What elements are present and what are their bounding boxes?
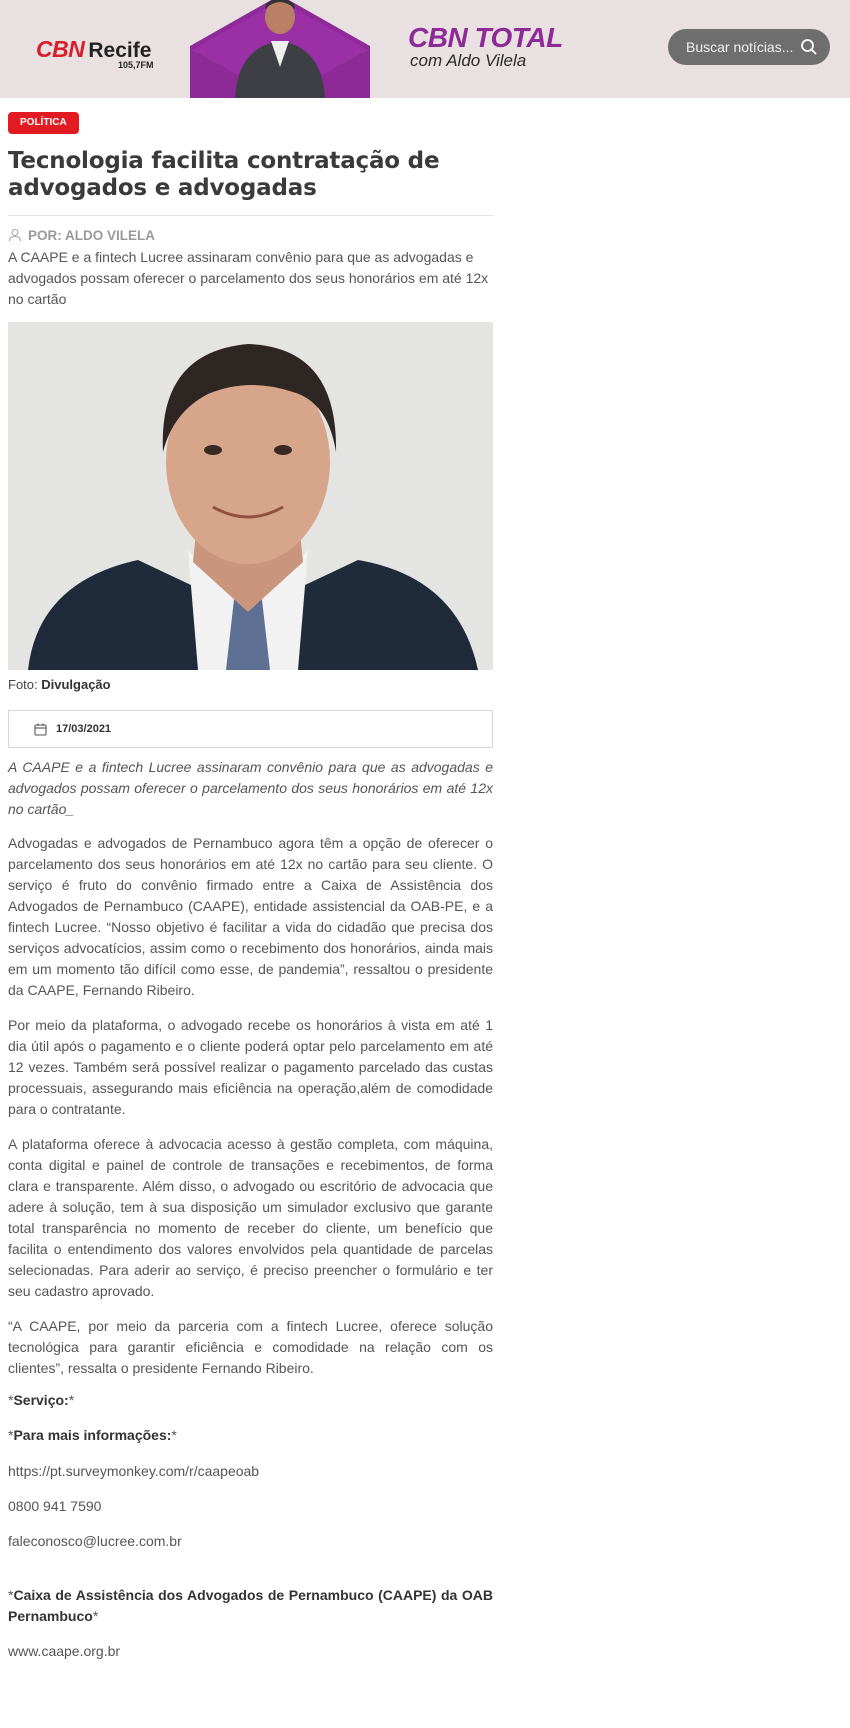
logo-city: Recife [88,39,152,62]
title-divider [8,215,493,216]
article-photo [8,322,493,670]
search-placeholder: Buscar notícias... [686,39,794,55]
paragraph-2: Por meio da plataforma, o advogado recebe os honorários à vista em até 1 dia útil após o pagamento e o cliente poderá optar pelo parcelamento em até 12 vezes. Também será possível realizar o pagamento parcelado das custas processuais, assegurando mais eficiência na operação,além de comodidade para o contratante. [8,1017,493,1117]
show-title-main: CBN TOTAL [408,22,563,53]
author-name: POR: ALDO VILELA [28,228,155,243]
caption-credit: Divulgação [41,677,111,692]
paragraph-4: “A CAAPE, por meio da parceria com a fintech Lucree, oferece solução tecnológica para garantir eficiência e comodidade na relação com os clientes”, ressalta o presidente Fernando Ribeiro. [8,1318,493,1376]
photo-caption [8,677,111,692]
contact-phone: 0800 941 7590 [8,1498,102,1514]
host-portrait-banner [190,0,370,98]
caape-label: *Caixa de Assistência dos Advogados de Pernambuco (CAAPE) da OAB Pernambuco* [8,1587,493,1624]
search-box[interactable] [668,29,830,65]
caption-label: Foto: [8,677,42,692]
article-title: Tecnologia facilita contratação de advogados e advogadas [8,148,440,201]
survey-link[interactable]: https://pt.surveymonkey.com/r/caapeoab [8,1463,260,1479]
servico-label: *Serviço:* [8,1392,75,1408]
cbn-recife-logo[interactable] [36,36,154,76]
calendar-icon [34,723,47,736]
search-icon[interactable] [800,38,818,56]
logo-frequency: 105,7FM [118,60,154,70]
user-icon [8,228,22,242]
publish-date: 17/03/2021 [56,723,112,735]
show-title-sub: com Aldo Vilela [410,51,527,70]
site-header [0,0,850,98]
italic-lead: A CAAPE e a fintech Lucree assinaram convênio para que as advogadas e advogados possam oferecer o parcelamento dos seus honorários em até 12x no cartão_ [8,759,493,817]
category-badge[interactable]: POLÍTICA [8,112,79,134]
show-title [408,24,563,69]
caape-website[interactable]: www.caape.org.br [8,1643,121,1659]
contact-email[interactable]: faleconosco@lucree.com.br [8,1533,182,1549]
logo-brand: CBN [36,36,85,62]
info-label: *Para mais informações:* [8,1427,177,1443]
paragraph-1: Advogadas e advogados de Pernambuco agora têm a opção de oferecer o parcelamento dos seus honorários em até 12x no cartão para seu cliente. O serviço é fruto do convênio firmado entre a Caixa de Assistência dos Advogados de Pernambuco (CAAPE), entidade assistencial da OAB-PE, e a fintech Lucree. “Nosso objetivo é facilitar a vida do cidadão que precisa dos serviços advocatícios, assim como o recebimento dos honorários, ainda mais em um momento tão difícil como esse, de pandemia”, ressaltou o presidente da CAAPE, Fernando Ribeiro. [8,835,493,998]
article-lead: A CAAPE e a fintech Lucree assinaram convênio para que as advogadas e advogados possam oferecer o parcelamento dos seus honorários em até 12x no cartão [8,249,489,307]
paragraph-3: A plataforma oferece à advocacia acesso à gestão completa, com máquina, conta digital e painel de controle de transações e recebimentos, de forma clara e transparente. Além disso, o advogado ou escritório de advocacia que adere à solução, tem à sua disposição um simulador exclusivo que garante total transparência no momento de receber do cliente, um benefício que facilita o entendimento dos valores envolvidos pela quantidade de parcelas selecionadas. Para aderir ao serviço, é preciso preencher o formulário e ter seu cadastro aprovado. [8,1136,493,1299]
publish-date-box [8,710,493,748]
article-author [8,228,155,243]
